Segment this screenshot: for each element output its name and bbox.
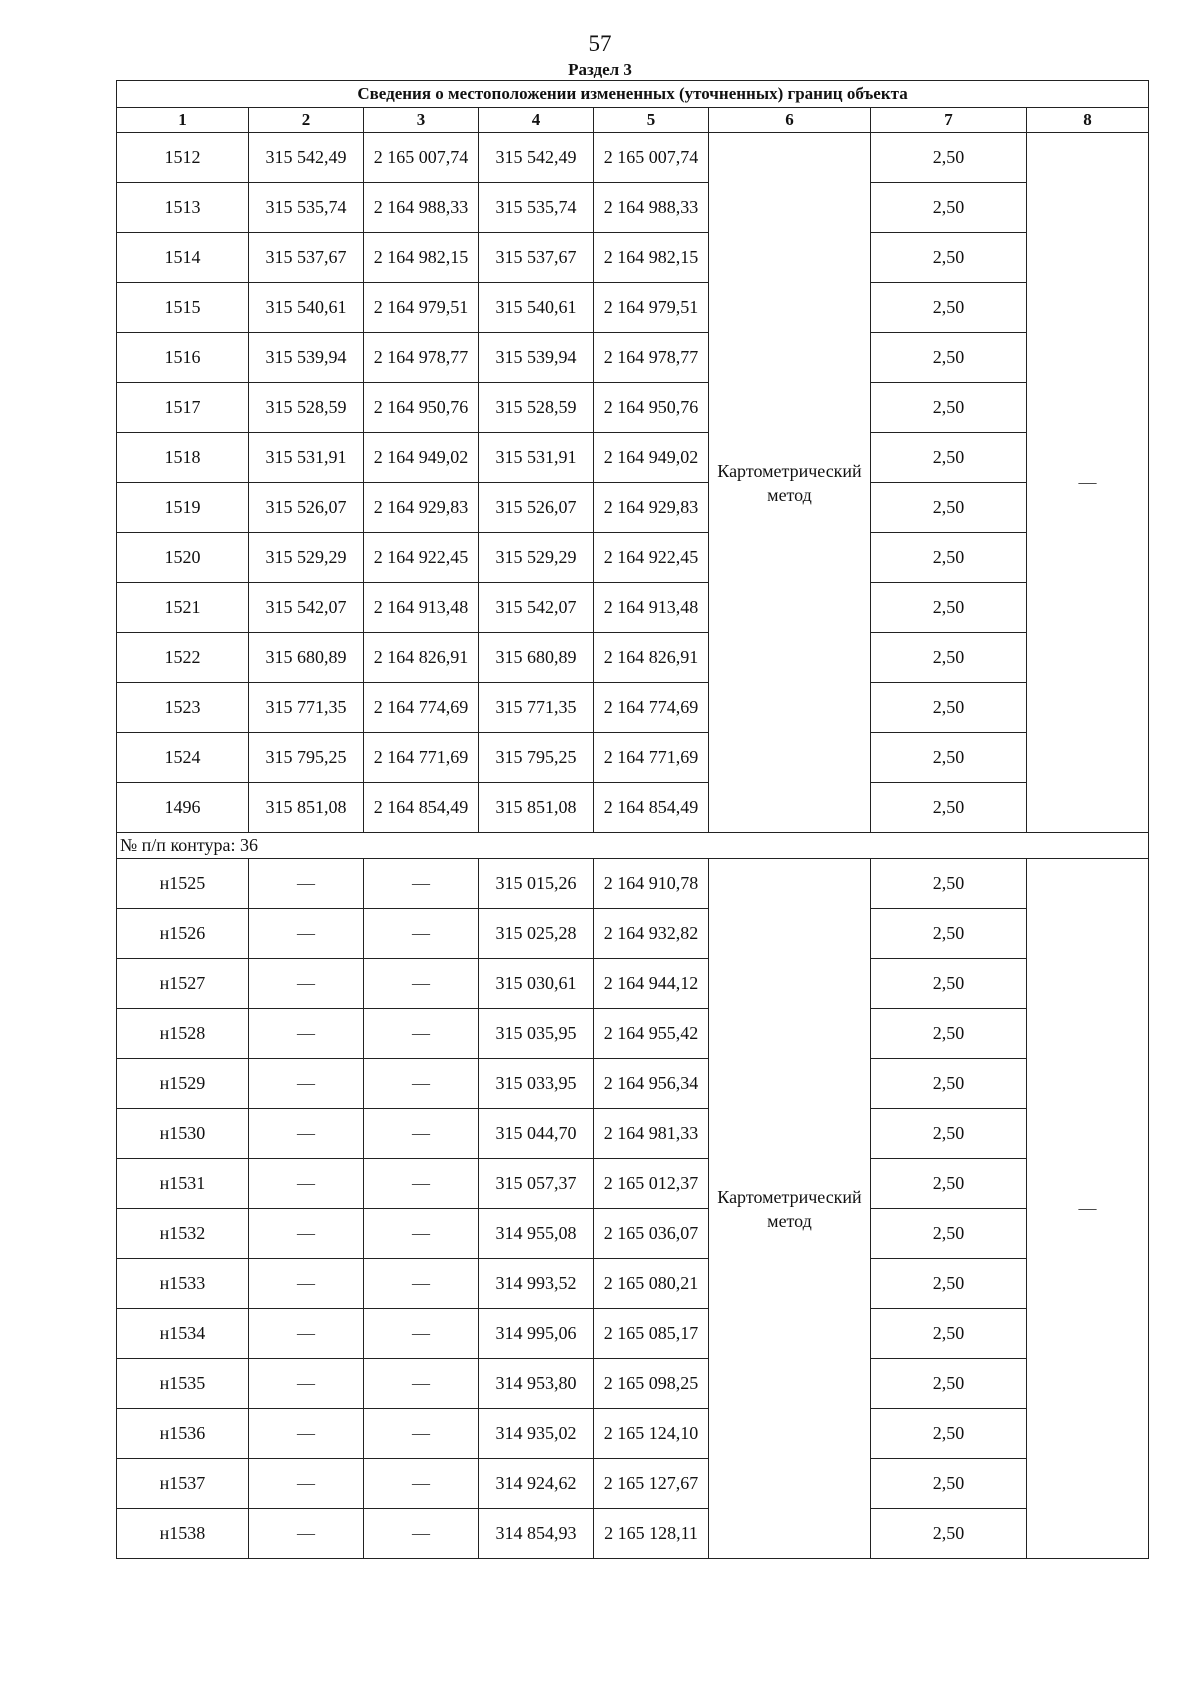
boundary-table bbox=[116, 80, 1149, 1559]
method-cell: Картометрический метод bbox=[709, 133, 871, 833]
refined-y-cell: 2 165 036,07 bbox=[594, 1209, 709, 1259]
existing-x-cell: 315 542,49 bbox=[249, 133, 364, 183]
existing-x-cell: — bbox=[249, 1009, 364, 1059]
point-number-cell: н1538 bbox=[117, 1509, 249, 1559]
refined-x-cell: 315 529,29 bbox=[479, 533, 594, 583]
refined-y-cell: 2 165 080,21 bbox=[594, 1259, 709, 1309]
existing-y-cell: 2 164 982,15 bbox=[364, 233, 479, 283]
point-number-cell: 1518 bbox=[117, 433, 249, 483]
point-number-cell: н1535 bbox=[117, 1359, 249, 1409]
refined-x-cell: 314 955,08 bbox=[479, 1209, 594, 1259]
table-row bbox=[117, 333, 1149, 383]
refined-y-cell: 2 164 922,45 bbox=[594, 533, 709, 583]
accuracy-cell: 2,50 bbox=[871, 1109, 1027, 1159]
accuracy-cell: 2,50 bbox=[871, 1259, 1027, 1309]
accuracy-cell: 2,50 bbox=[871, 383, 1027, 433]
table-row bbox=[117, 783, 1149, 833]
point-number-cell: 1522 bbox=[117, 633, 249, 683]
existing-y-cell: 2 164 949,02 bbox=[364, 433, 479, 483]
existing-y-cell: 2 164 922,45 bbox=[364, 533, 479, 583]
point-number-cell: н1534 bbox=[117, 1309, 249, 1359]
table-row bbox=[117, 959, 1149, 1009]
existing-x-cell: 315 531,91 bbox=[249, 433, 364, 483]
table-row bbox=[117, 1409, 1149, 1459]
point-number-cell: 1496 bbox=[117, 783, 249, 833]
accuracy-cell: 2,50 bbox=[871, 483, 1027, 533]
point-number-cell: 1523 bbox=[117, 683, 249, 733]
point-number-cell: 1524 bbox=[117, 733, 249, 783]
accuracy-cell: 2,50 bbox=[871, 683, 1027, 733]
existing-y-cell: — bbox=[364, 909, 479, 959]
refined-x-cell: 314 993,52 bbox=[479, 1259, 594, 1309]
point-number-cell: 1516 bbox=[117, 333, 249, 383]
refined-y-cell: 2 165 007,74 bbox=[594, 133, 709, 183]
accuracy-cell: 2,50 bbox=[871, 133, 1027, 183]
table-row bbox=[117, 1509, 1149, 1559]
point-number-cell: н1528 bbox=[117, 1009, 249, 1059]
point-number-cell: 1512 bbox=[117, 133, 249, 183]
refined-y-cell: 2 164 988,33 bbox=[594, 183, 709, 233]
existing-x-cell: — bbox=[249, 1459, 364, 1509]
existing-y-cell: — bbox=[364, 1059, 479, 1109]
existing-y-cell: 2 164 978,77 bbox=[364, 333, 479, 383]
existing-x-cell: 315 537,67 bbox=[249, 233, 364, 283]
refined-x-cell: 315 033,95 bbox=[479, 1059, 594, 1109]
table-row bbox=[117, 1159, 1149, 1209]
existing-x-cell: 315 526,07 bbox=[249, 483, 364, 533]
point-number-cell: 1520 bbox=[117, 533, 249, 583]
refined-x-cell: 315 535,74 bbox=[479, 183, 594, 233]
accuracy-cell: 2,50 bbox=[871, 1509, 1027, 1559]
refined-x-cell: 315 795,25 bbox=[479, 733, 594, 783]
table-row bbox=[117, 183, 1149, 233]
refined-y-cell: 2 165 124,10 bbox=[594, 1409, 709, 1459]
table-row bbox=[117, 1309, 1149, 1359]
table-row bbox=[117, 683, 1149, 733]
refined-x-cell: 315 542,49 bbox=[479, 133, 594, 183]
existing-y-cell: — bbox=[364, 959, 479, 1009]
accuracy-cell: 2,50 bbox=[871, 1009, 1027, 1059]
refined-x-cell: 315 044,70 bbox=[479, 1109, 594, 1159]
contour-label: № п/п контура: 36 bbox=[117, 833, 1149, 859]
refined-x-cell: 315 035,95 bbox=[479, 1009, 594, 1059]
existing-x-cell: 315 542,07 bbox=[249, 583, 364, 633]
page-number: 57 bbox=[588, 31, 612, 56]
refined-y-cell: 2 164 950,76 bbox=[594, 383, 709, 433]
refined-y-cell: 2 164 981,33 bbox=[594, 1109, 709, 1159]
table-row bbox=[117, 583, 1149, 633]
refined-y-cell: 2 164 932,82 bbox=[594, 909, 709, 959]
column-number: 8 bbox=[1027, 108, 1149, 133]
existing-y-cell: — bbox=[364, 1109, 479, 1159]
refined-x-cell: 315 537,67 bbox=[479, 233, 594, 283]
accuracy-cell: 2,50 bbox=[871, 433, 1027, 483]
point-number-cell: 1514 bbox=[117, 233, 249, 283]
table-row bbox=[117, 433, 1149, 483]
accuracy-cell: 2,50 bbox=[871, 1309, 1027, 1359]
refined-x-cell: 315 528,59 bbox=[479, 383, 594, 433]
existing-y-cell: 2 164 771,69 bbox=[364, 733, 479, 783]
refined-x-cell: 315 526,07 bbox=[479, 483, 594, 533]
refined-x-cell: 315 015,26 bbox=[479, 859, 594, 909]
existing-y-cell: 2 164 929,83 bbox=[364, 483, 479, 533]
column-number: 2 bbox=[249, 108, 364, 133]
existing-x-cell: — bbox=[249, 1409, 364, 1459]
accuracy-cell: 2,50 bbox=[871, 283, 1027, 333]
existing-y-cell: 2 164 979,51 bbox=[364, 283, 479, 333]
refined-y-cell: 2 164 955,42 bbox=[594, 1009, 709, 1059]
existing-y-cell: — bbox=[364, 1159, 479, 1209]
refined-x-cell: 314 854,93 bbox=[479, 1509, 594, 1559]
table-row bbox=[117, 1059, 1149, 1109]
accuracy-cell: 2,50 bbox=[871, 183, 1027, 233]
point-number-cell: 1519 bbox=[117, 483, 249, 533]
existing-x-cell: 315 795,25 bbox=[249, 733, 364, 783]
table-row bbox=[117, 633, 1149, 683]
existing-x-cell: — bbox=[249, 859, 364, 909]
column-number-row bbox=[117, 108, 1149, 133]
table-row bbox=[117, 1459, 1149, 1509]
existing-y-cell: — bbox=[364, 859, 479, 909]
point-number-cell: н1526 bbox=[117, 909, 249, 959]
refined-y-cell: 2 164 978,77 bbox=[594, 333, 709, 383]
accuracy-cell: 2,50 bbox=[871, 859, 1027, 909]
accuracy-cell: 2,50 bbox=[871, 1059, 1027, 1109]
existing-y-cell: 2 164 950,76 bbox=[364, 383, 479, 433]
existing-x-cell: 315 771,35 bbox=[249, 683, 364, 733]
refined-x-cell: 315 680,89 bbox=[479, 633, 594, 683]
existing-y-cell: — bbox=[364, 1459, 479, 1509]
refined-y-cell: 2 164 910,78 bbox=[594, 859, 709, 909]
point-number-cell: н1537 bbox=[117, 1459, 249, 1509]
accuracy-cell: 2,50 bbox=[871, 233, 1027, 283]
refined-y-cell: 2 164 944,12 bbox=[594, 959, 709, 1009]
contour-row bbox=[117, 833, 1149, 859]
accuracy-cell: 2,50 bbox=[871, 583, 1027, 633]
refined-x-cell: 314 953,80 bbox=[479, 1359, 594, 1409]
existing-y-cell: 2 164 913,48 bbox=[364, 583, 479, 633]
refined-x-cell: 314 995,06 bbox=[479, 1309, 594, 1359]
existing-x-cell: — bbox=[249, 909, 364, 959]
refined-y-cell: 2 165 085,17 bbox=[594, 1309, 709, 1359]
existing-x-cell: 315 529,29 bbox=[249, 533, 364, 583]
existing-x-cell: 315 535,74 bbox=[249, 183, 364, 233]
point-number-cell: н1532 bbox=[117, 1209, 249, 1259]
existing-y-cell: 2 164 988,33 bbox=[364, 183, 479, 233]
refined-y-cell: 2 164 949,02 bbox=[594, 433, 709, 483]
point-number-cell: н1533 bbox=[117, 1259, 249, 1309]
existing-y-cell: — bbox=[364, 1409, 479, 1459]
method-cell: Картометрический метод bbox=[709, 859, 871, 1559]
existing-x-cell: — bbox=[249, 1109, 364, 1159]
refined-x-cell: 315 531,91 bbox=[479, 433, 594, 483]
refined-y-cell: 2 164 774,69 bbox=[594, 683, 709, 733]
existing-y-cell: 2 165 007,74 bbox=[364, 133, 479, 183]
refined-y-cell: 2 165 098,25 bbox=[594, 1359, 709, 1409]
refined-x-cell: 315 540,61 bbox=[479, 283, 594, 333]
existing-y-cell: — bbox=[364, 1359, 479, 1409]
table-row bbox=[117, 133, 1149, 183]
existing-x-cell: — bbox=[249, 1309, 364, 1359]
refined-y-cell: 2 164 913,48 bbox=[594, 583, 709, 633]
existing-x-cell: — bbox=[249, 1209, 364, 1259]
table-row bbox=[117, 233, 1149, 283]
accuracy-cell: 2,50 bbox=[871, 333, 1027, 383]
existing-y-cell: 2 164 774,69 bbox=[364, 683, 479, 733]
point-number-cell: н1530 bbox=[117, 1109, 249, 1159]
existing-x-cell: 315 528,59 bbox=[249, 383, 364, 433]
accuracy-cell: 2,50 bbox=[871, 1159, 1027, 1209]
table-row bbox=[117, 483, 1149, 533]
table-row bbox=[117, 283, 1149, 333]
existing-y-cell: 2 164 854,49 bbox=[364, 783, 479, 833]
point-number-cell: н1536 bbox=[117, 1409, 249, 1459]
point-number-cell: н1527 bbox=[117, 959, 249, 1009]
accuracy-cell: 2,50 bbox=[871, 633, 1027, 683]
column-number: 7 bbox=[871, 108, 1027, 133]
point-number-cell: н1531 bbox=[117, 1159, 249, 1209]
column-number: 4 bbox=[479, 108, 594, 133]
refined-y-cell: 2 164 982,15 bbox=[594, 233, 709, 283]
point-number-cell: 1517 bbox=[117, 383, 249, 433]
existing-x-cell: — bbox=[249, 1259, 364, 1309]
refined-y-cell: 2 164 956,34 bbox=[594, 1059, 709, 1109]
accuracy-cell: 2,50 bbox=[871, 909, 1027, 959]
existing-x-cell: — bbox=[249, 1509, 364, 1559]
refined-y-cell: 2 164 771,69 bbox=[594, 733, 709, 783]
accuracy-cell: 2,50 bbox=[871, 1459, 1027, 1509]
table-row bbox=[117, 533, 1149, 583]
refined-x-cell: 315 539,94 bbox=[479, 333, 594, 383]
table-row bbox=[117, 859, 1149, 909]
refined-x-cell: 315 057,37 bbox=[479, 1159, 594, 1209]
point-number-cell: н1525 bbox=[117, 859, 249, 909]
column-number: 5 bbox=[594, 108, 709, 133]
table-row bbox=[117, 909, 1149, 959]
point-number-cell: н1529 bbox=[117, 1059, 249, 1109]
table-row bbox=[117, 1209, 1149, 1259]
refined-y-cell: 2 165 128,11 bbox=[594, 1509, 709, 1559]
table-row bbox=[117, 1009, 1149, 1059]
column-8-cell: — bbox=[1027, 133, 1149, 833]
refined-x-cell: 315 030,61 bbox=[479, 959, 594, 1009]
column-number: 6 bbox=[709, 108, 871, 133]
existing-y-cell: — bbox=[364, 1209, 479, 1259]
refined-x-cell: 315 542,07 bbox=[479, 583, 594, 633]
existing-y-cell: — bbox=[364, 1509, 479, 1559]
existing-x-cell: — bbox=[249, 1159, 364, 1209]
existing-x-cell: — bbox=[249, 959, 364, 1009]
refined-y-cell: 2 164 979,51 bbox=[594, 283, 709, 333]
point-number-cell: 1513 bbox=[117, 183, 249, 233]
point-number-cell: 1515 bbox=[117, 283, 249, 333]
table-row bbox=[117, 733, 1149, 783]
existing-x-cell: 315 680,89 bbox=[249, 633, 364, 683]
refined-x-cell: 315 771,35 bbox=[479, 683, 594, 733]
refined-x-cell: 314 924,62 bbox=[479, 1459, 594, 1509]
accuracy-cell: 2,50 bbox=[871, 1409, 1027, 1459]
table-caption: Сведения о местоположении измененных (уточненных) границ объекта bbox=[117, 81, 1149, 108]
refined-x-cell: 314 935,02 bbox=[479, 1409, 594, 1459]
table-row bbox=[117, 383, 1149, 433]
existing-y-cell: — bbox=[364, 1009, 479, 1059]
accuracy-cell: 2,50 bbox=[871, 733, 1027, 783]
accuracy-cell: 2,50 bbox=[871, 1359, 1027, 1409]
accuracy-cell: 2,50 bbox=[871, 783, 1027, 833]
refined-y-cell: 2 165 012,37 bbox=[594, 1159, 709, 1209]
refined-y-cell: 2 164 929,83 bbox=[594, 483, 709, 533]
column-number: 3 bbox=[364, 108, 479, 133]
table-row bbox=[117, 1359, 1149, 1409]
point-number-cell: 1521 bbox=[117, 583, 249, 633]
refined-x-cell: 315 851,08 bbox=[479, 783, 594, 833]
existing-y-cell: — bbox=[364, 1259, 479, 1309]
accuracy-cell: 2,50 bbox=[871, 959, 1027, 1009]
table-row bbox=[117, 1109, 1149, 1159]
existing-x-cell: 315 540,61 bbox=[249, 283, 364, 333]
section-title: Раздел 3 bbox=[568, 60, 632, 79]
column-8-cell: — bbox=[1027, 859, 1149, 1559]
existing-x-cell: — bbox=[249, 1059, 364, 1109]
accuracy-cell: 2,50 bbox=[871, 533, 1027, 583]
existing-x-cell: — bbox=[249, 1359, 364, 1409]
table-row bbox=[117, 1259, 1149, 1309]
refined-y-cell: 2 165 127,67 bbox=[594, 1459, 709, 1509]
existing-y-cell: 2 164 826,91 bbox=[364, 633, 479, 683]
column-number: 1 bbox=[117, 108, 249, 133]
existing-y-cell: — bbox=[364, 1309, 479, 1359]
existing-x-cell: 315 539,94 bbox=[249, 333, 364, 383]
refined-x-cell: 315 025,28 bbox=[479, 909, 594, 959]
refined-y-cell: 2 164 826,91 bbox=[594, 633, 709, 683]
accuracy-cell: 2,50 bbox=[871, 1209, 1027, 1259]
table-caption-row bbox=[117, 81, 1149, 108]
existing-x-cell: 315 851,08 bbox=[249, 783, 364, 833]
refined-y-cell: 2 164 854,49 bbox=[594, 783, 709, 833]
